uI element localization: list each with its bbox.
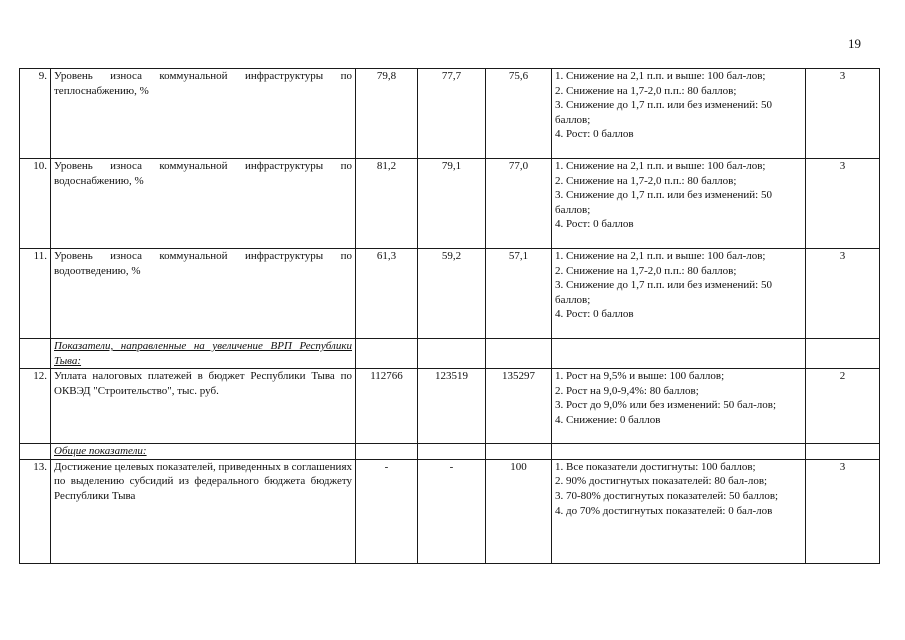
criteria-line: 3. Снижение до 1,7 п.п. или без изменений: 50 баллов; [555, 279, 772, 306]
value-year-3: 135297 [486, 369, 552, 444]
section-title-text: Общие показатели: [54, 445, 147, 458]
criteria-line: 4. Рост: 0 баллов [555, 308, 634, 321]
criteria-line: 3. Снижение до 1,7 п.п. или без изменений: 50 баллов; [555, 189, 772, 216]
section-header-row [20, 444, 880, 460]
scoring-criteria [552, 249, 806, 339]
table-row [20, 159, 880, 249]
value-year-2: - [418, 459, 486, 563]
criteria-line: 1. Снижение на 2,1 п.п. и выше: 100 бал-лов; [555, 70, 766, 82]
table-row [20, 69, 880, 159]
indicator-name: Достижение целевых показателей, приведенных в соглашениях по выделению субсидий из федерального бюджета бюджету Республики Тыва [51, 459, 356, 563]
indicators-table [19, 68, 880, 564]
scoring-criteria [552, 369, 806, 444]
value-year-1: 79,8 [356, 69, 418, 159]
empty-cell [418, 444, 486, 460]
criteria-line: 1. Все показатели достигнуты: 100 баллов; [555, 460, 756, 473]
empty-cell [806, 444, 880, 460]
weight-value: 3 [806, 459, 880, 563]
row-number: 9. [20, 69, 51, 159]
weight-value: 2 [806, 369, 880, 444]
indicator-name: Уплата налоговых платежей в бюджет Республики Тыва по ОКВЭД "Строительство", тыс. руб. [51, 369, 356, 444]
scoring-criteria [552, 459, 806, 563]
value-year-2: 59,2 [418, 249, 486, 339]
value-year-3: 77,0 [486, 159, 552, 249]
weight-value: 3 [806, 249, 880, 339]
row-number: 12. [20, 369, 51, 444]
row-number: 11. [20, 249, 51, 339]
row-number: 10. [20, 159, 51, 249]
value-year-1: 112766 [356, 369, 418, 444]
criteria-line: 3. Снижение до 1,7 п.п. или без изменений: 50 баллов; [555, 99, 772, 126]
indicator-name: Уровень износа коммунальной инфраструктуры по теплоснабжению, % [51, 69, 356, 159]
criteria-line: 4. Рост: 0 баллов [555, 218, 634, 231]
section-title-text: Показатели, направленные на увеличение ВРП Республики Тыва: [54, 340, 352, 367]
criteria-line: 2. 90% достигнутых показателей: 80 бал-лов; [555, 475, 768, 488]
indicator-name: Уровень износа коммунальной инфраструктуры по водоотведению, % [51, 249, 356, 339]
table-row [20, 249, 880, 339]
criteria-line: 3. Рост до 9,0% или без изменений: 50 бал-лов; [555, 399, 777, 412]
empty-cell [20, 339, 51, 369]
empty-cell [20, 444, 51, 460]
criteria-line: 2. Снижение на 1,7-2,0 п.п.: 80 баллов; [555, 174, 737, 187]
indicator-name: Уровень износа коммунальной инфраструктуры по водоснабжению, % [51, 159, 356, 249]
criteria-line: 1. Снижение на 2,1 п.п. и выше: 100 бал-лов; [555, 250, 766, 262]
table-row [20, 369, 880, 444]
value-year-1: - [356, 459, 418, 563]
empty-cell [418, 339, 486, 369]
criteria-line: 2. Снижение на 1,7-2,0 п.п.: 80 баллов; [555, 264, 737, 277]
empty-cell [356, 339, 418, 369]
weight-value: 3 [806, 69, 880, 159]
value-year-3: 100 [486, 459, 552, 563]
page-number: 19 [848, 36, 861, 51]
empty-cell [356, 444, 418, 460]
criteria-line: 4. Снижение: 0 баллов [555, 413, 661, 426]
empty-cell [486, 444, 552, 460]
criteria-line: 2. Снижение на 1,7-2,0 п.п.: 80 баллов; [555, 84, 737, 97]
value-year-3: 75,6 [486, 69, 552, 159]
section-header-row [20, 339, 880, 369]
criteria-line: 4. до 70% достигнутых показателей: 0 бал-лов [555, 504, 773, 517]
scoring-criteria [552, 159, 806, 249]
criteria-line: 2. Рост на 9,0-9,4%: 80 баллов; [555, 384, 699, 397]
empty-cell [552, 339, 806, 369]
empty-cell [552, 444, 806, 460]
criteria-line: 4. Рост: 0 баллов [555, 128, 634, 141]
scoring-criteria [552, 69, 806, 159]
weight-value: 3 [806, 159, 880, 249]
value-year-3: 57,1 [486, 249, 552, 339]
criteria-line: 1. Рост на 9,5% и выше: 100 баллов; [555, 370, 725, 383]
row-number: 13. [20, 459, 51, 563]
table-row [20, 459, 880, 563]
value-year-2: 77,7 [418, 69, 486, 159]
criteria-line: 3. 70-80% достигнутых показателей: 50 баллов; [555, 489, 779, 502]
section-title [51, 444, 356, 460]
empty-cell [486, 339, 552, 369]
value-year-2: 79,1 [418, 159, 486, 249]
empty-cell [806, 339, 880, 369]
value-year-2: 123519 [418, 369, 486, 444]
section-title [51, 339, 356, 369]
criteria-line: 1. Снижение на 2,1 п.п. и выше: 100 бал-лов; [555, 160, 766, 172]
value-year-1: 81,2 [356, 159, 418, 249]
value-year-1: 61,3 [356, 249, 418, 339]
